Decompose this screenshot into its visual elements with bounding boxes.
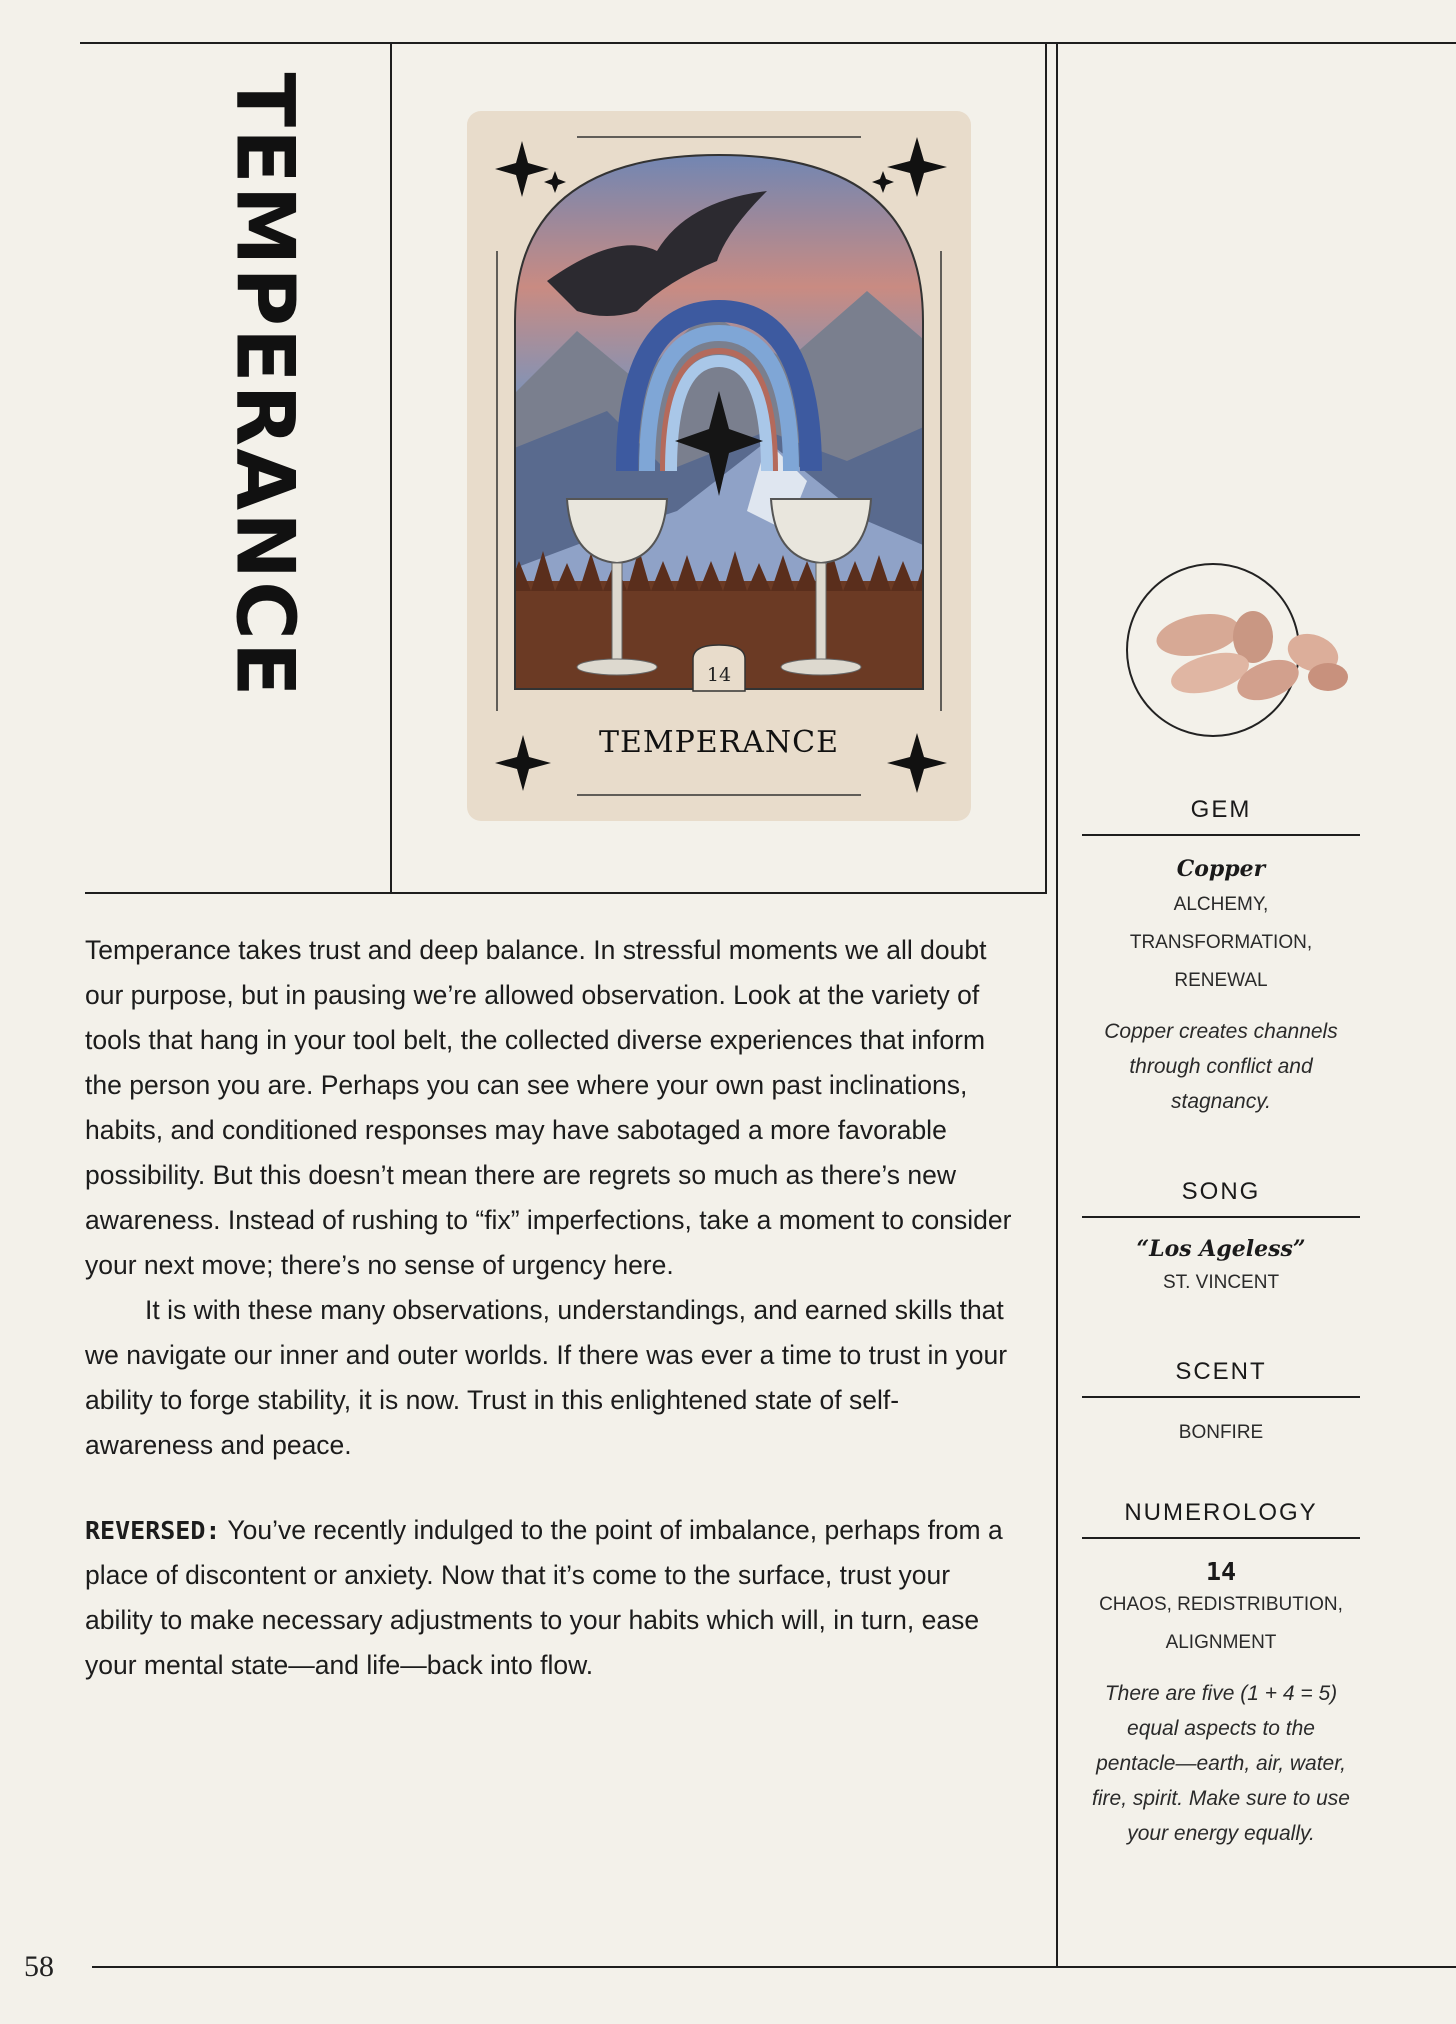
gem-keyword: ALCHEMY,	[1173, 894, 1269, 915]
reversed-paragraph	[85, 1508, 1025, 1688]
scent-value: BONFIRE	[1178, 1422, 1264, 1443]
main-text	[85, 928, 1025, 1688]
page-title: TEMPERANCE	[218, 72, 312, 698]
song-name: “Los Ageless”	[1136, 1236, 1306, 1262]
card-number: 14	[706, 664, 732, 686]
paragraph-1: Temperance takes trust and deep balance. In stressful moments we all doubt our purpose, but in pausing we’re allowed observation. Look at the variety of tools that hang in your tool belt, the collected diverse experiences that inform the person you are. Perhaps you can see where your own past inclinations, habits, and conditioned responses may have sabotaged a more favorable possibility. But this doesn’t mean there are regrets so much as there’s new awareness. Instead of rushing to “fix” imperfections, take a moment to consider your next move; there’s no sense of urgency here.	[85, 935, 1012, 1280]
sidebar-divider	[1056, 42, 1058, 1966]
page-number: 58	[24, 1950, 54, 1983]
numerology-section	[1082, 1499, 1360, 1851]
reversed-text: You’ve recently indulged to the point of imbalance, perhaps from a place of discontent or anxiety. Now that it’s come to the surface, trust your ability to make necessary adjustments to your habits which will, in turn, ease your mental state—and life—back into flow.	[85, 1515, 1003, 1680]
reversed-label: REVERSED:	[85, 1516, 221, 1545]
left-column-divider	[390, 42, 392, 894]
gem-section	[1082, 796, 1360, 1119]
card-title-vertical	[210, 72, 320, 698]
gem-name: Copper	[1176, 856, 1266, 882]
gem-note: Copper creates channels through conflict and stagnancy.	[1104, 1020, 1338, 1113]
numerology-note: There are five (1 + 4 = 5) equal aspects to the pentacle—earth, air, water, fire, spirit. Make sure to use your energy equally.	[1092, 1682, 1350, 1845]
header-bottom-rule	[85, 892, 1047, 894]
numerology-keyword: CHAOS, REDISTRIBUTION,	[1099, 1594, 1343, 1615]
card-column-divider	[1045, 42, 1047, 894]
copper-gem-image	[1118, 555, 1358, 745]
numerology-keyword: ALIGNMENT	[1165, 1632, 1277, 1653]
numerology-title: NUMEROLOGY	[1082, 1499, 1360, 1539]
gem-keyword: TRANSFORMATION,	[1129, 932, 1313, 953]
paragraph-2: It is with these many observations, understandings, and earned skills that we navigate our inner and outer worlds. If there was ever a time to trust in your ability to forge stability, it is now. Trust in this enlightened state of self-awareness and peace.	[85, 1295, 1008, 1460]
numerology-keywords	[1082, 1586, 1360, 1662]
scent-title: SCENT	[1082, 1358, 1360, 1398]
gem-keyword: RENEWAL	[1174, 970, 1268, 991]
tarot-card-image	[467, 111, 971, 821]
card-name: TEMPERANCE	[598, 725, 840, 760]
footer-rule	[92, 1966, 1456, 1968]
scent-section	[1082, 1358, 1360, 1452]
card-artwork	[467, 111, 971, 821]
song-section	[1082, 1178, 1360, 1302]
top-rule	[80, 42, 1456, 44]
gem-title: GEM	[1082, 796, 1360, 836]
numerology-number: 14	[1205, 1557, 1237, 1586]
song-title: SONG	[1082, 1178, 1360, 1218]
gem-keywords	[1082, 886, 1360, 1000]
song-artist: ST. VINCENT	[1162, 1272, 1280, 1293]
